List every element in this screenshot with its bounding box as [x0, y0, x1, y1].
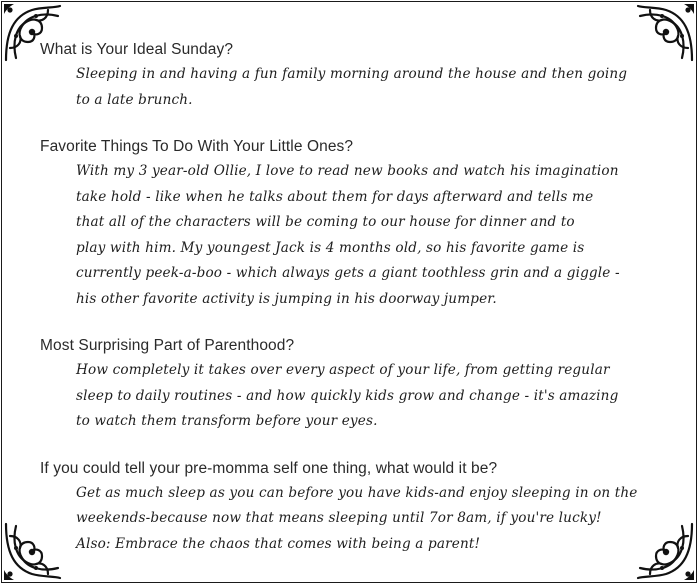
- answer-text: [76, 62, 680, 113]
- answer-text: [76, 159, 680, 312]
- answer-line: to watch them transform before your eyes.: [76, 413, 378, 429]
- answer-text: [76, 481, 680, 558]
- answer-line: With my 3 year-old Ollie, I love to read new books and watch his imagination: [76, 163, 619, 179]
- question-heading: What is Your Ideal Sunday?: [40, 41, 234, 58]
- qa-ideal-sunday: [40, 38, 680, 113]
- answer-line: that all of the characters will be coming to our house for dinner and to: [76, 214, 575, 230]
- answer-text: [76, 358, 680, 435]
- qa-most-surprising: [40, 334, 680, 435]
- question-heading: Most Surprising Part of Parenthood?: [40, 337, 295, 354]
- page-frame: [1, 1, 697, 583]
- question-heading: If you could tell your pre-momma self one thing, what would it be?: [40, 459, 498, 477]
- answer-line: to a late brunch.: [76, 91, 193, 108]
- answer-line: his other favorite activity is jumping in his doorway jumper.: [76, 290, 497, 307]
- answer-line: take hold - like when he talks about them for days afterward and tells me: [76, 188, 594, 205]
- answer-line: currently peek-a-boo - which always gets a giant toothless grin and a giggle -: [76, 265, 620, 281]
- answer-line: Get as much sleep as you can before you have kids-and enjoy sleeping in on the: [76, 484, 638, 501]
- answer-line: weekends-because now that means sleeping until 7or 8am, if you're lucky!: [76, 510, 602, 526]
- qa-pre-momma-self: [40, 457, 680, 558]
- qa-favorite-things: [40, 135, 680, 312]
- questionnaire: [40, 38, 680, 579]
- answer-line: How completely it takes over every aspect of your life, from getting regular: [76, 362, 610, 378]
- answer-line: sleep to daily routines - and how quickly kids grow and change - it's amazing: [76, 387, 619, 404]
- answer-line: Also: Embrace the chaos that comes with being a parent!: [76, 535, 481, 552]
- answer-line: Sleeping in and having a fun family morning around the house and then going: [76, 66, 628, 82]
- answer-line: play with him. My youngest Jack is 4 months old, so his favorite game is: [76, 239, 585, 256]
- question-heading: Favorite Things To Do With Your Little Ones?: [40, 138, 354, 155]
